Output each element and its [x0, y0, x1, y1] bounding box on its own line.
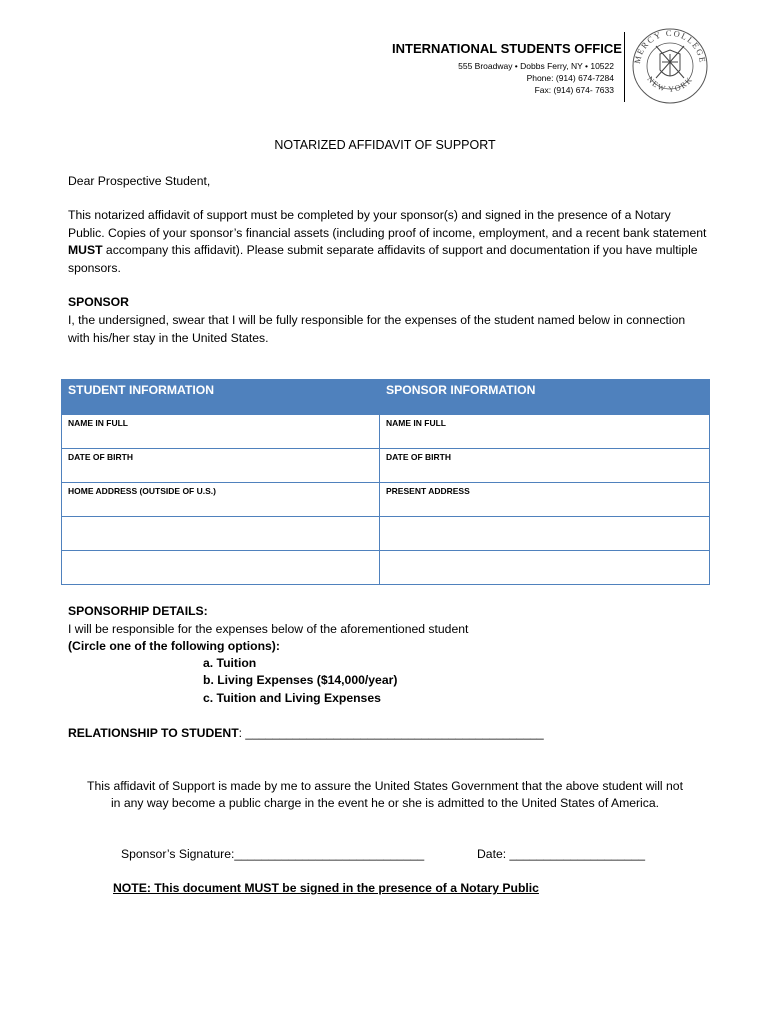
office-address: 555 Broadway • Dobbs Ferry, NY • 10522 [458, 61, 614, 71]
student-address-field[interactable]: HOME ADDRESS (OUTSIDE OF U.S.) [62, 483, 380, 517]
details-instruction: (Circle one of the following options): [68, 639, 280, 653]
option-tuition[interactable]: a. Tuition [203, 656, 257, 670]
sponsor-name-field[interactable]: NAME IN FULL [380, 415, 710, 449]
intro-must: MUST [68, 243, 103, 257]
relationship-label: RELATIONSHIP TO STUDENT [68, 726, 239, 740]
statement-line-2: in any way become a public charge in the event he or she is admitted to the United States of America. [110, 796, 660, 810]
intro-paragraph [68, 207, 708, 277]
salutation: Dear Prospective Student, [68, 174, 211, 188]
sponsor-address-line-3[interactable] [380, 551, 710, 585]
college-seal-logo [630, 26, 710, 106]
option-tuition-and-living[interactable]: c. Tuition and Living Expenses [203, 691, 381, 705]
relationship-blank[interactable]: : ____________________________________________ [238, 726, 544, 740]
details-line: I will be responsible for the expenses below of the aforementioned student [68, 622, 469, 636]
sponsor-heading: SPONSOR [68, 295, 129, 309]
office-title: INTERNATIONAL STUDENTS OFFICE [392, 41, 622, 56]
sponsor-address-line-2[interactable] [380, 517, 710, 551]
option-living-expenses[interactable]: b. Living Expenses ($14,000/year) [203, 673, 398, 687]
seal-top-text: MERCY COLLEGE [631, 27, 709, 65]
office-fax: Fax: (914) 674- 7633 [534, 85, 614, 95]
student-dob-field[interactable]: DATE OF BIRTH [62, 449, 380, 483]
sponsor-oath: I, the undersigned, swear that I will be fully responsible for the expenses of the student named below in connection with his/her stay in the United States. [68, 313, 686, 345]
details-heading: SPONSORHIP DETAILS: [68, 604, 208, 618]
sponsor-dob-field[interactable]: DATE OF BIRTH [380, 449, 710, 483]
student-information-header: STUDENT INFORMATION [62, 380, 380, 415]
date-field[interactable]: Date: ____________________ [477, 847, 646, 861]
signature-field[interactable]: Sponsor’s Signature:____________________________ [121, 847, 425, 861]
relationship-line [68, 725, 708, 743]
student-address-line-3[interactable] [62, 551, 380, 585]
office-phone: Phone: (914) 674-7284 [526, 73, 614, 83]
statement-line-1: This affidavit of Support is made by me to assure the United States Government that the above student will not [87, 779, 683, 793]
svg-text:NEW YORK [645, 75, 694, 94]
seal-bottom-text: NEW YORK [645, 74, 695, 94]
student-address-line-2[interactable] [62, 517, 380, 551]
notary-note: NOTE: This document MUST be signed in the presence of a Notary Public [113, 881, 539, 895]
sponsor-address-field[interactable]: PRESENT ADDRESS [380, 483, 710, 517]
student-name-field[interactable]: NAME IN FULL [62, 415, 380, 449]
header-divider [624, 32, 625, 102]
document-title: NOTARIZED AFFIDAVIT OF SUPPORT [274, 138, 496, 152]
sponsor-information-header: SPONSOR INFORMATION [380, 380, 710, 415]
information-table [61, 379, 710, 585]
intro-text-1: This notarized affidavit of support must be completed by your sponsor(s) and signed in the presence of a Notary Public. Copies of your sponsor’s financial assets (including proof of income, employment, and a recent bank statement [68, 208, 707, 240]
intro-text-2: accompany this affidavit). Please submit separate affidavits of support and documentation if you have multiple sponsors. [68, 243, 698, 275]
